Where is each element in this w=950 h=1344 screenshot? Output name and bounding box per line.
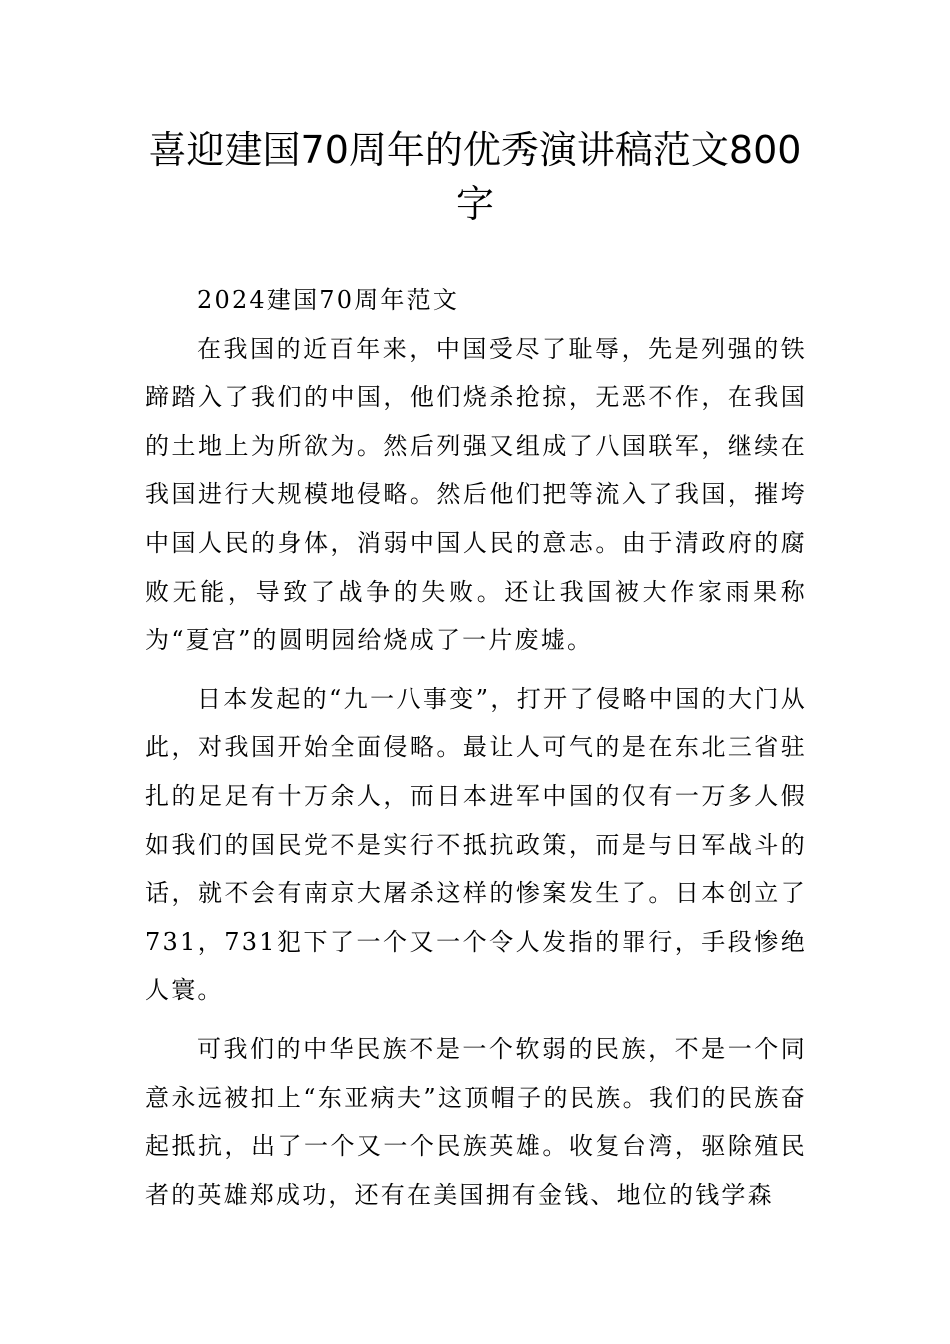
document-subtitle: 2024建国70周年范文 <box>197 286 460 314</box>
paragraph-1: 在我国的近百年来，中国受尽了耻辱，先是列强的铁蹄踏入了我们的中国，他们烧杀抢掠，无恶不作，在我国的土地上为所欲为。然后列强又组成了八国联军，继续在我国进行大规模地侵略。然后他们把等流入了我国，摧垮中国人民的身体，消弱中国人民的意志。由于清政府的腐败无能，导致了战争的失败。还让我国被大作家雨果称为“夏宫”的圆明园给烧成了一片废墟。 <box>145 334 807 655</box>
paragraph-2: 日本发起的“九一八事变”，打开了侵略中国的大门从此，对我国开始全面侵略。最让人可气的是在东北三省驻扎的足足有十万余人，而日本进军中国的仅有一万多人假如我们的国民党不是实行不抵抗政策，而是与日军战斗的话，就不会有南京大屠杀这样的惨案发生了。日本创立了731，731犯下了一个又一个令人发指的罪行，手段惨绝人寰。 <box>145 684 807 1005</box>
document-body <box>145 276 807 1229</box>
paragraph-3: 可我们的中华民族不是一个软弱的民族，不是一个同意永远被扣上“东亚病夫”这顶帽子的民族。我们的民族奋起抵抗，出了一个又一个民族英雄。收复台湾，驱除殖民者的英雄郑成功，还有在美国拥有金钱、地位的钱学森 <box>145 1034 807 1209</box>
document-title: 喜迎建国70周年的优秀演讲稿范文800字 <box>148 128 802 226</box>
